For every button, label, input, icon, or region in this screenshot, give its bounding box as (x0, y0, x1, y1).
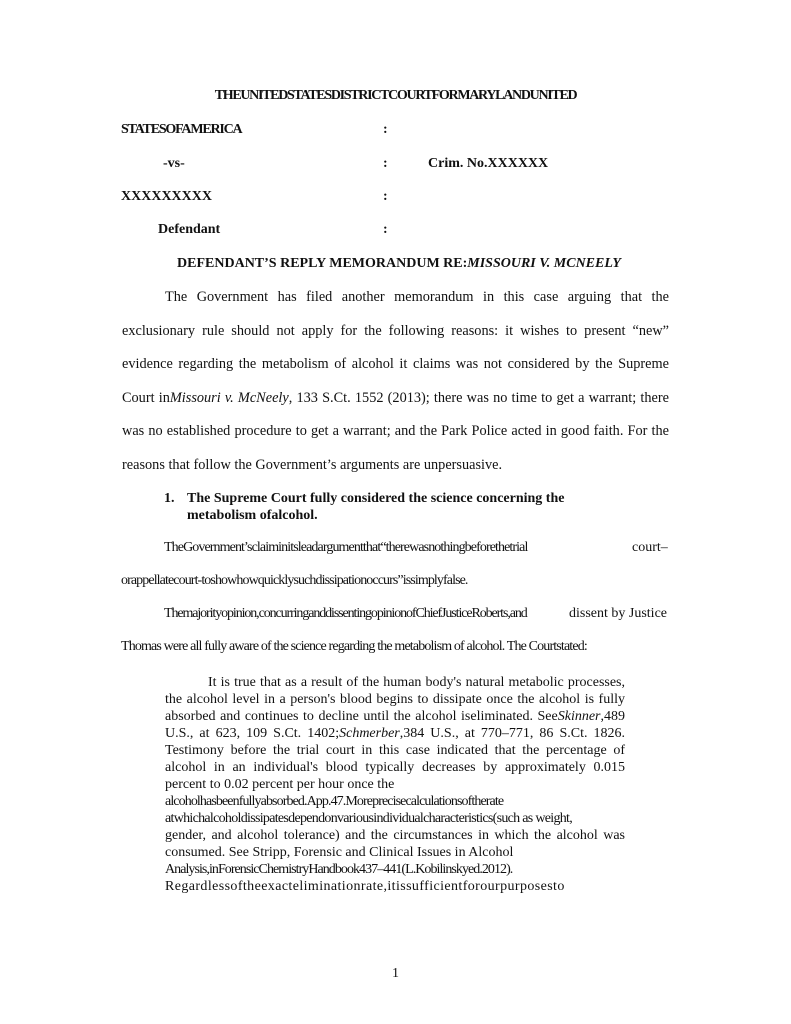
section-line-1: TheGovernment’sclaiminitsleadargumentthat“therewasnothingbeforethetrial (164, 540, 528, 555)
quote-text-1: It is true that as a result of the human body's natural metabolic processes, the alcohol level in a person's blood begins to dissipate once the alcohol is fully absorbed and continues to decline until the alcohol iseliminated. See (165, 675, 625, 724)
section-line-4: Thomas were all fully aware of the science regarding the metabolism of alcohol. The Courtstated: (121, 639, 587, 654)
section-line-3: Themajorityopinion,concurringanddissentingopinionofChiefJusticeRoberts,and (164, 606, 527, 621)
caption-colon: : (383, 122, 388, 137)
caption-versus: -vs- (163, 156, 185, 171)
intro-text-2: , 133 S.Ct. 1552 (2013); there was no time to get a warrant; there was no established procedure to get a warrant; and the Park Police acted in good faith. For the reasons that follow the Government’s arguments are unpersuasive. (122, 389, 669, 473)
caption-plaintiff: STATESOFAMERICA (121, 122, 242, 137)
page-number: 1 (392, 966, 399, 981)
quote-text-3: ,384 U.S., at 770–771, 86 S.Ct. 1826. Testimony before the trial court in this case indicated that the percentage of alcohol in an individual's blood typically decreases by approximately 0.015 percent to 0.02 percent per hour once the (165, 726, 626, 792)
caption-defendant-name: XXXXXXXXX (121, 189, 212, 204)
section-line-2: orappellatecourt-toshowhowquicklysuchdissipationoccurs”issimplyfalse. (121, 573, 468, 588)
case-number: Crim. No.XXXXXX (428, 156, 549, 171)
intro-text-1: The Government has filed another memorandum in this case arguing that the exclusionary rule should not apply for the following reasons: it wishes to present “new” evidence regarding the metabolism of alcohol it claims was not considered by the Supreme Court in (122, 289, 669, 406)
quote-text-2: ,489 U.S., at 623, 109 S.Ct. 1402; (165, 709, 625, 741)
section-number: 1. (164, 491, 175, 506)
quote-line-4: alcoholhasbeenfullyabsorbed.App.47.Moreprecisecalculationsoftherate (165, 794, 504, 809)
memo-title-prefix: DEFENDANT’S REPLY MEMORANDUM RE: (177, 256, 468, 271)
memo-title-case: MISSOURI V. MCNEELY (467, 256, 621, 271)
block-quote (165, 674, 625, 895)
section-line-1-end: court– (632, 540, 668, 555)
section-line-3-end: dissent by Justice (569, 606, 667, 621)
court-title: THEUNITEDSTATESDISTRICTCOURTFORMARYLANDUNITED (214, 88, 577, 103)
quote-case-schmerber: Schmerber (339, 726, 400, 741)
quote-case-skinner: Skinner (557, 709, 601, 724)
memo-title (0, 256, 791, 272)
quote-line-8: Regardlessoftheexacteliminationrate,itissufficientforourpurposesto (165, 879, 565, 894)
caption-colon: : (383, 189, 388, 204)
caption-defendant-label: Defendant (158, 222, 221, 237)
intro-case-name: Missouri v. McNeely (169, 389, 289, 406)
quote-line-7: Analysis,inForensicChemistryHandbook437–441(L.Kobilinskyed.2012). (165, 862, 513, 877)
section-heading-text: The Supreme Court fully considered the science concerning the metabolism ofalcohol. (187, 491, 565, 523)
caption-colon: : (383, 222, 388, 237)
intro-paragraph (122, 281, 669, 482)
caption-colon: : (383, 156, 388, 171)
quote-line-5: atwhichalcoholdissipatesdependonvariousindividualcharacteristics(such as weight, (165, 811, 573, 826)
section-heading-1 (164, 490, 624, 524)
quote-text-6: gender, and alcohol tolerance) and the circumstances in which the alcohol was consumed. See Stripp, Forensic and Clinical Issues in Alcohol (165, 828, 625, 860)
